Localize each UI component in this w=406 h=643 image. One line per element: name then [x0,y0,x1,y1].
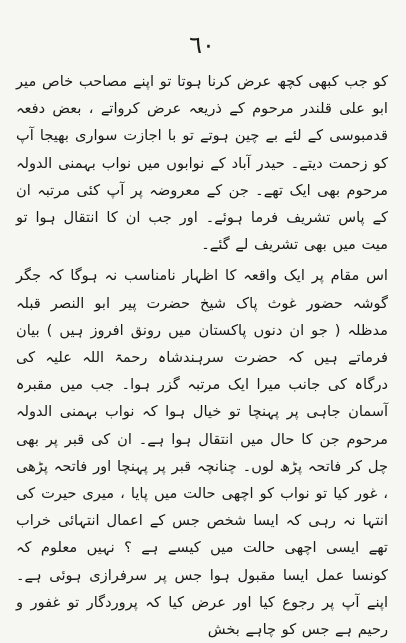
paragraph-2: اس مقام پر ایک واقعہ کا اظہار نامناسب نہ ہوگا کہ جگر گوشہ حضور غوث پاک شیخ حضرت پیر ابو النصر قبلہ مدظلہ ( جو ان دنوں پاکستان میں رونق افروز ہیں ) بیان فرماتے ہیں کہ حضرت سرہندشاہ رحمۃ اللہ علیہ کی درگاہ کی جانب میرا ایک مرتبہ گزر ہوا۔ جب میں مقبرہ آسمان جاہی پر پہنچا تو خیال ہوا کہ نواب بہمنی الدولہ مرحوم جن کا حال میں انتقال ہوا ہے۔ ان کی قبر پر بھی چل کر فاتحہ پڑھ لوں۔ چنانچہ قبر پر پہنچا اور فاتحہ پڑھی ، غور کیا تو نواب کو اچھی حالت میں پایا ، میری حیرت کی انتہا نہ رہی کہ ایسا شخص جس کے اعمال انتہائی خراب تھے ایسی اچھی حالت میں کیسے ہے ؟ نہیں معلوم کہ کونسا عمل ایسا مقبول ہوا جس پر سرفرازی ہوئی ہے۔ اپنے آپ پر رجوع کیا اور عرض کیا کہ پروردگار تو غفور و رحیم ہے جس کو چاہے بخش [16,267,388,639]
page-body [16,68,388,643]
page-number: ٦٠ [189,31,215,59]
paragraph-1: کو جب کبھی کچھ عرض کرنا ہوتا تو اپنے مصاحب خاص میر ابو علی قلندر مرحوم کے ذریعہ عرض کرواتے ، بعض دفعہ قدمبوسی کے لئے بے چین ہوتے تو با اجازت سواری بھیجا آپ کو زحمت دیتے۔ حیدر آباد کے نوابوں میں نواب بہمنی الدولہ مرحوم بھی ایک تھے۔ جن کے معروضہ پر آپ کئی مرتبہ ان کے پاس تشریف فرما ہوئے۔ اور جب ان کا انتقال ہوا تو میت میں بھی تشریف لے گئے۔ [16,73,388,254]
